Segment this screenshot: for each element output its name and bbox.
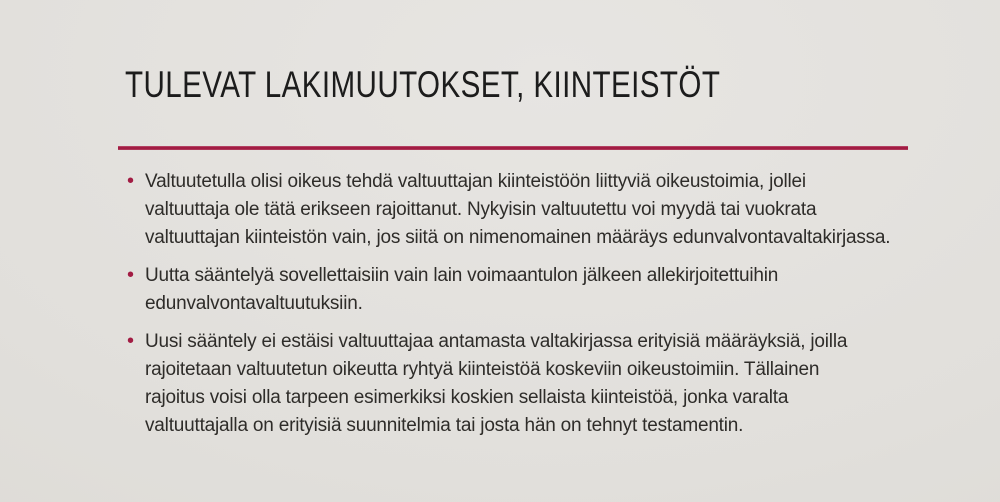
- bullet-item: [127, 262, 867, 318]
- bullet-list: [127, 168, 891, 440]
- bullet-line: Uutta sääntelyä sovellettaisiin vain lain voimaantulon jälkeen allekirjoitettuihin: [145, 265, 779, 286]
- bullet-marker: •: [127, 170, 134, 192]
- bullet-item: [127, 328, 867, 440]
- bullet-marker: •: [127, 330, 134, 352]
- bullet-line: edunvalvontavaltuutuksiin.: [145, 293, 363, 314]
- bullet-line: Valtuutetulla olisi oikeus tehdä valtuuttajan kiinteistöön liittyviä oikeustoimia, jollei: [145, 171, 806, 192]
- slide-title: TULEVAT LAKIMUUTOKSET, KIINTEISTÖT: [125, 64, 721, 105]
- bullet-line: rajoitetaan valtuutetun oikeutta ryhtyä kiinteistöä koskeviin oikeustoimiin. Tällainen: [145, 359, 820, 380]
- bullet-line: valtuuttaja ole tätä erikseen rajoittanut. Nykyisin valtuutettu voi myydä tai vuokrata: [145, 199, 817, 220]
- bullet-line: rajoitus voisi olla tarpeen esimerkiksi koskien sellaista kiinteistöä, jonka varalta: [145, 387, 789, 408]
- bullet-item: [127, 168, 891, 252]
- bullet-line: valtuuttajan kiinteistön vain, jos siitä on nimenomainen määräys edunvalvontavaltakirjassa.: [145, 227, 891, 248]
- title-divider: [118, 146, 908, 150]
- bullet-line: valtuuttajalla on erityisiä suunnitelmia tai josta hän on tehnyt testamentin.: [145, 415, 744, 436]
- bullet-marker: •: [127, 264, 134, 286]
- bullet-line: Uusi sääntely ei estäisi valtuuttajaa antamasta valtakirjassa erityisiä määräyksiä, joilla: [145, 331, 848, 352]
